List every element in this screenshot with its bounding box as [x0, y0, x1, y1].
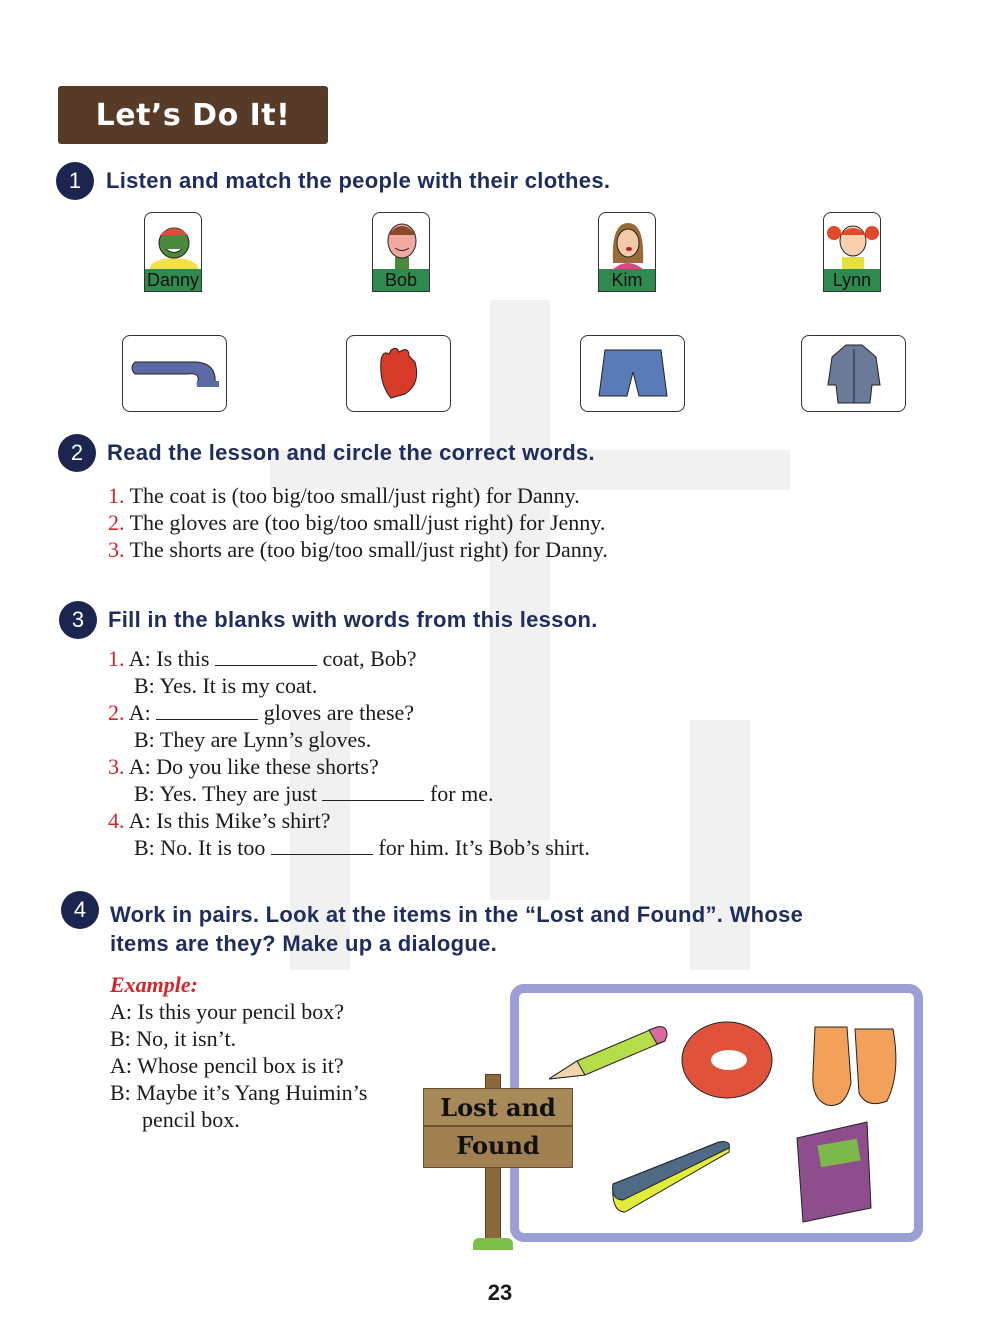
blank-field[interactable] [271, 837, 373, 855]
portrait-kim [598, 212, 656, 292]
item-text: The gloves are (too big/too small/just right) for Jenny. [129, 510, 606, 535]
gloves-icon [369, 344, 429, 404]
section-heading: Fill in the blanks with words from this lesson. [108, 607, 598, 632]
dialogue-line: B: No, it isn’t. [110, 1026, 237, 1051]
item-number: 3. [108, 537, 125, 562]
bob-face-icon [373, 213, 430, 273]
lost-and-found-sign [423, 1074, 573, 1254]
line-a: A: Is this Mike’s shirt? [128, 808, 331, 833]
section-number-badge: 2 [58, 434, 96, 472]
exercise-item [108, 699, 590, 726]
section-number-badge: 1 [56, 162, 94, 200]
pencil-icon [549, 1021, 669, 1081]
line-a: A: Is this [128, 646, 210, 671]
portrait-danny [144, 212, 202, 292]
shorts-icon [593, 344, 673, 404]
line-a-end: gloves are these? [263, 700, 415, 725]
blank-field[interactable] [322, 783, 424, 801]
line-b-start: B: Yes. They are just [134, 781, 317, 806]
lets-do-it-banner: Let’s Do It! [58, 86, 328, 144]
line-b: B: They are Lynn’s gloves. [134, 727, 372, 752]
exercise-list [108, 482, 608, 563]
danny-face-icon [145, 213, 202, 273]
sign-board-bottom: Found [423, 1126, 573, 1168]
blank-field[interactable] [156, 702, 258, 720]
person-name-label: Bob [372, 269, 430, 291]
line-b: B: Yes. It is my coat. [134, 673, 318, 698]
exercise-item [108, 645, 590, 672]
heading-line: Work in pairs. Look at the items in the “Lost and Found”. Whose [110, 902, 804, 927]
section-number-badge: 4 [61, 891, 99, 929]
dialogue-line: B: Maybe it’s Yang Huimin’s [110, 1080, 368, 1105]
item-number: 1. [108, 646, 125, 671]
item-text: The shorts are (too big/too small/just right) for Danny. [129, 537, 608, 562]
fill-blanks-list [108, 645, 590, 861]
exercise-item [108, 807, 590, 834]
portrait-lynn [823, 212, 881, 292]
item-number: 4. [108, 808, 125, 833]
line-a: A: Do you like these shorts? [128, 754, 379, 779]
heading-line: items are they? Make up a dialogue. [110, 931, 498, 956]
portrait-bob [372, 212, 430, 292]
coat-icon [824, 341, 884, 407]
scarf-icon [127, 354, 222, 394]
pencil-box-icon [609, 1138, 739, 1218]
lynn-face-icon [824, 213, 881, 273]
page-number: 23 [487, 1280, 513, 1305]
line-b [108, 780, 590, 807]
line-b-end: for me. [429, 781, 494, 806]
clothing-card-gloves [346, 335, 451, 412]
exercise-item [108, 482, 608, 509]
line-b [108, 834, 590, 861]
grass-icon [473, 1238, 513, 1250]
line-b-start: B: No. It is too [134, 835, 266, 860]
kim-face-icon [599, 213, 656, 273]
exercise-item [108, 753, 590, 780]
line-a-end: coat, Bob? [322, 646, 417, 671]
clothing-card-shorts [580, 335, 685, 412]
item-number: 2. [108, 510, 125, 535]
person-name-label: Danny [144, 269, 202, 291]
example-label: Example: [110, 972, 198, 997]
person-name-label: Lynn [823, 269, 881, 291]
blank-field[interactable] [215, 648, 317, 666]
item-number: 2. [108, 700, 125, 725]
mittens-icon [807, 1013, 907, 1113]
scarf-icon [679, 1018, 779, 1108]
item-number: 1. [108, 483, 125, 508]
clothing-card-scarf [122, 335, 227, 412]
person-name-label: Kim [598, 269, 656, 291]
clothing-card-coat [801, 335, 906, 412]
dialogue-line: pencil box. [142, 1107, 240, 1132]
dialogue-line: A: Whose pencil box is it? [110, 1053, 344, 1078]
item-text: The coat is (too big/too small/just right) for Danny. [129, 483, 580, 508]
exercise-item [108, 509, 608, 536]
book-icon [791, 1118, 881, 1228]
line-b-end: for him. It’s Bob’s shirt. [378, 835, 590, 860]
sign-board-top: Lost and [423, 1088, 573, 1126]
exercise-item [108, 536, 608, 563]
dialogue-line: A: Is this your pencil box? [110, 999, 345, 1024]
line-a: A: [128, 700, 151, 725]
section-heading: Read the lesson and circle the correct words. [107, 440, 595, 465]
section-heading [110, 900, 803, 958]
example-dialogue [110, 971, 367, 1133]
section-number-badge: 3 [59, 601, 97, 639]
item-number: 3. [108, 754, 125, 779]
section-heading: Listen and match the people with their clothes. [106, 168, 611, 193]
